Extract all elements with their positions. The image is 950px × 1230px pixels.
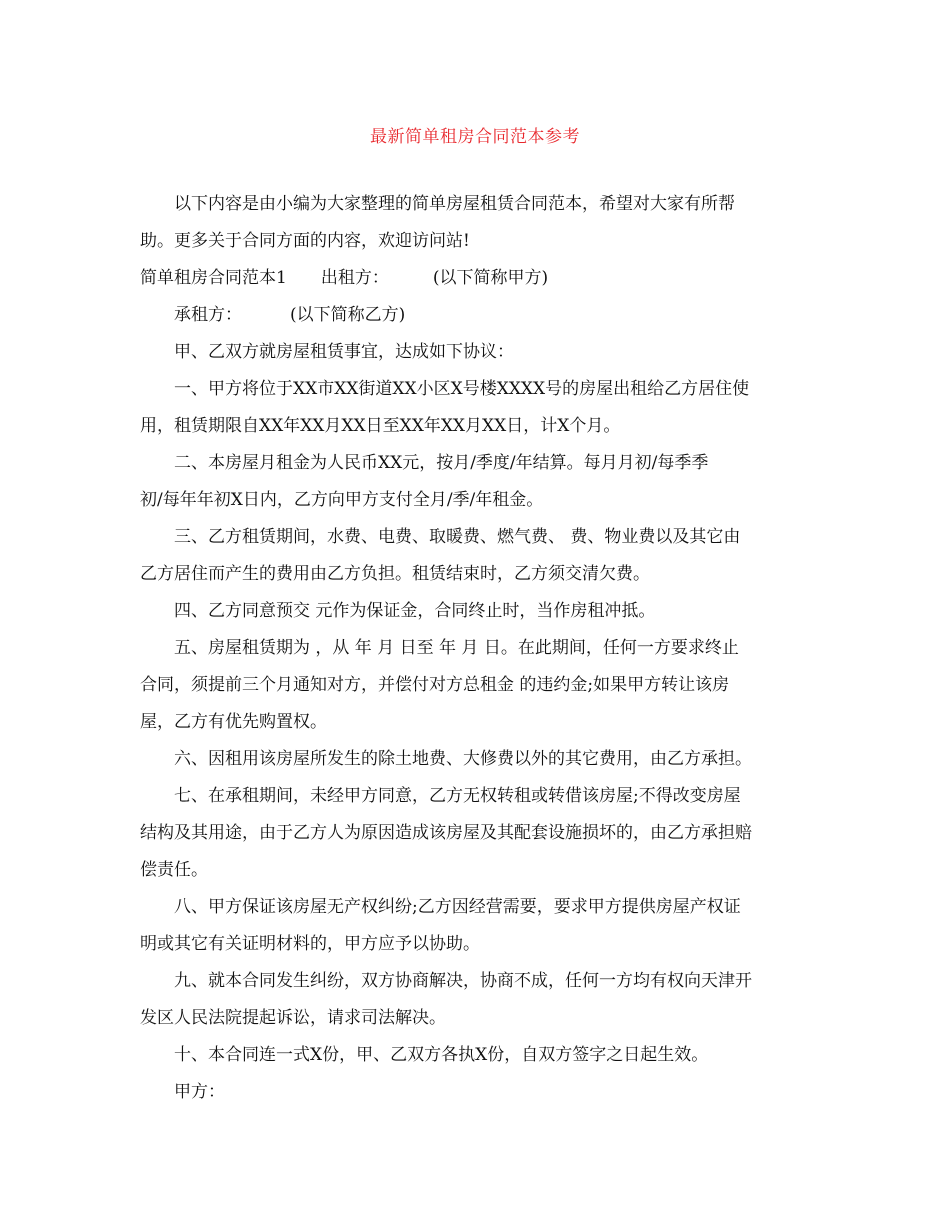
clause-line: 二、本房屋月租金为人民币XX元，按月/季度/年结算。每月月初/每季季 — [174, 453, 709, 473]
clause-line: 用，租赁期限自XX年XX月XX日至XX年XX月XX日，计X个月。 — [140, 416, 621, 436]
paragraph-line: 助。更多关于合同方面的内容，欢迎访问站! — [140, 231, 470, 251]
clause-line: 结构及其用途，由于乙方人为原因造成该房屋及其配套设施损坏的，由乙方承担赔 — [140, 823, 752, 843]
lessee-label: 承租方： — [174, 305, 242, 325]
document-title: 最新简单租房合同范本参考 — [370, 127, 580, 147]
clause-line: 发区人民法院提起诉讼，请求司法解决。 — [140, 1008, 446, 1028]
clause-line: 四、乙方同意预交 元作为保证金，合同终止时，当作房租冲抵。 — [174, 601, 656, 621]
clause-line: 偿责任。 — [140, 860, 208, 880]
lessor-note: (以下简称甲方) — [432, 268, 549, 288]
clause-line: 屋，乙方有优先购置权。 — [140, 712, 327, 732]
clause-line: 初/每年年初X日内，乙方向甲方支付全月/季/年租金。 — [140, 490, 544, 510]
clause-line: 五、房屋租赁期为 ，从 年 月 日至 年 月 日。在此期间，任何一方要求终止 — [174, 638, 739, 658]
contract-heading-line — [140, 267, 548, 289]
clause-line: 乙方居住而产生的费用由乙方负担。租赁结束时，乙方须交清欠费。 — [140, 564, 650, 584]
clause-line: 明或其它有关证明材料的，甲方应予以协助。 — [140, 934, 480, 954]
clause-line: 一、甲方将位于XX市XX街道XX小区X号楼XXXX号的房屋出租给乙方居住使 — [174, 379, 750, 399]
signature-party-a-label: 甲方： — [174, 1082, 225, 1102]
clause-line: 八、甲方保证该房屋无产权纠纷;乙方因经营需要，要求甲方提供房屋产权证 — [174, 897, 741, 917]
paragraph-line: 以下内容是由小编为大家整理的简单房屋租赁合同范本，希望对大家有所帮 — [174, 194, 735, 214]
lessee-line — [174, 304, 405, 326]
clause-line: 三、乙方租赁期间，水费、电费、取暖费、燃气费、 费、物业费以及其它由 — [174, 527, 741, 547]
clause-line: 六、因租用该房屋所发生的除土地费、大修费以外的其它费用，由乙方承担。 — [174, 749, 752, 769]
clause-line: 合同，须提前三个月通知对方，并偿付对方总租金 的违约金;如果甲方转让该房 — [140, 675, 730, 695]
clause-line: 九、就本合同发生纠纷，双方协商解决，协商不成，任何一方均有权向天津开 — [174, 971, 752, 991]
lessor-label: 出租方： — [320, 268, 389, 288]
paragraph-line: 甲、乙双方就房屋租赁事宜，达成如下协议： — [174, 342, 514, 362]
clause-line: 十、本合同连一式X份，甲、乙双方各执X份，自双方签字之日起生效。 — [174, 1045, 709, 1065]
lessee-note: (以下简称乙方) — [290, 305, 406, 325]
contract-subtitle: 简单租房合同范本1 — [140, 268, 287, 288]
clause-line: 七、在承租期间，未经甲方同意，乙方无权转租或转借该房屋;不得改变房屋 — [174, 786, 741, 806]
